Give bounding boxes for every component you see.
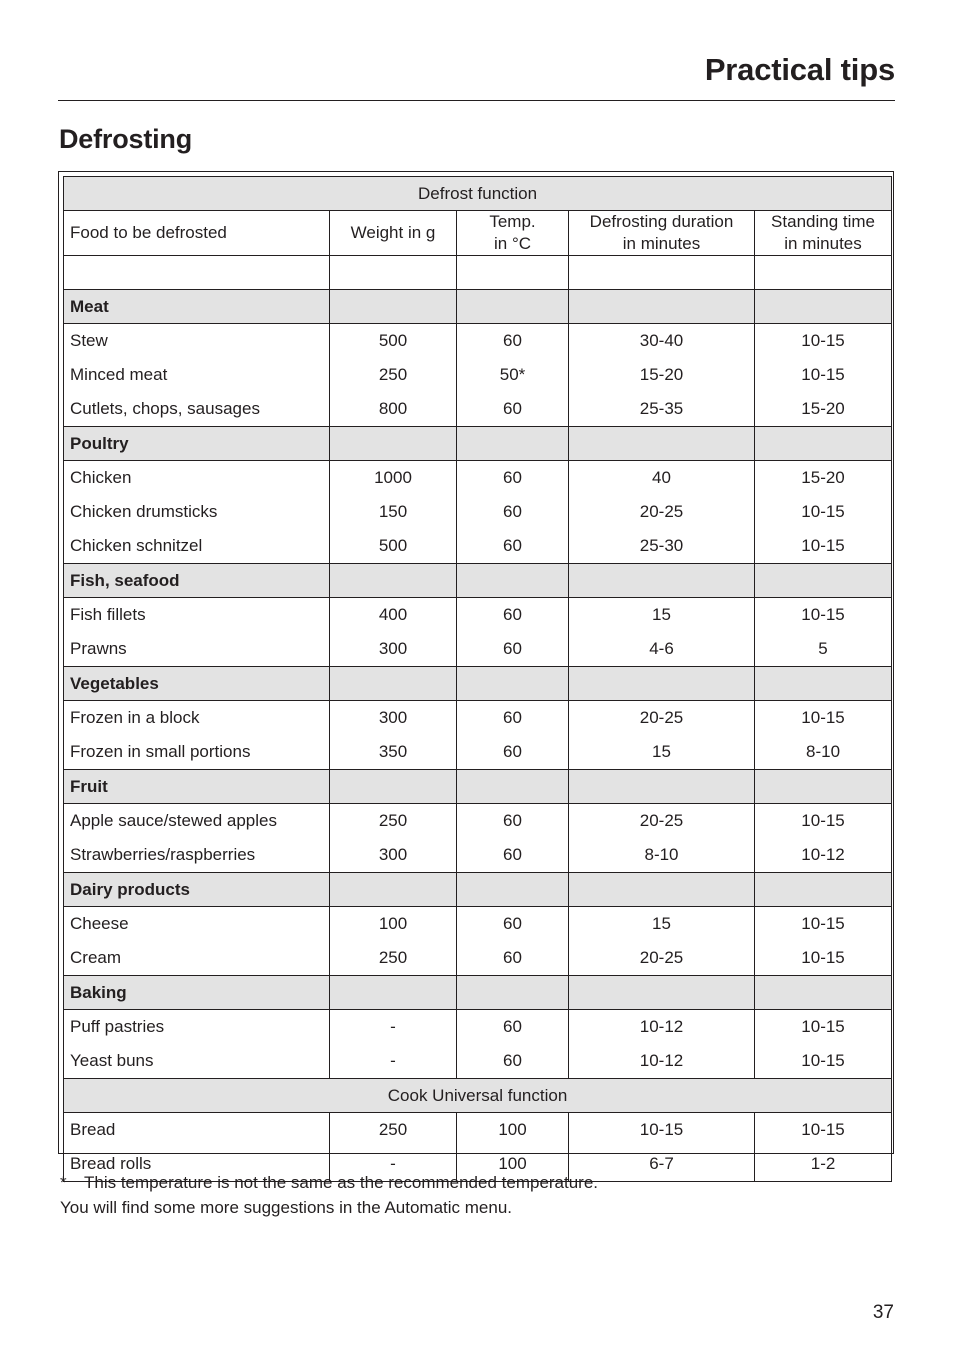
table-cell-standing: 10-15 [801,1017,845,1036]
category-empty-cell [569,564,755,598]
column-food-cell [64,1010,330,1079]
table-cell-standing: 5 [818,639,828,658]
column-header-standing [755,211,892,256]
column-temp-cell [457,701,569,770]
table-cell-weight: 500 [378,331,408,350]
footnote-line-2: You will find some more suggestions in the Automatic menu. [60,1198,513,1217]
column-duration-cell [569,1010,755,1079]
table-cell-food: Bread [70,1120,116,1139]
table-cell-food: Strawberries/raspberries [70,845,256,864]
category-empty-cell [457,564,569,598]
table-cell-food: Cutlets, chops, sausages [70,399,260,418]
table-cell-duration: 10-15 [639,1120,684,1139]
table-cell-temp: 60 [503,331,522,350]
column-temp-cell [457,1010,569,1079]
table-cell-standing: 15-20 [801,468,845,487]
category-empty-cell [569,667,755,701]
category-empty-cell [569,290,755,324]
page-header-title: Practical tips [704,52,895,87]
column-duration-cell [569,324,755,427]
table-body [64,256,892,1182]
column-food-cell [64,461,330,564]
table-cell-standing: 10-15 [801,1051,845,1070]
column-duration-cell [569,461,755,564]
column-duration-cell [569,598,755,667]
table-cell-duration: 8-10 [644,845,679,864]
column-temp-cell [457,461,569,564]
table-cell-duration: 30-40 [639,331,684,350]
category-empty-cell [330,564,457,598]
column-duration-cell [569,701,755,770]
table-cell-duration: 15 [652,742,671,761]
category-empty-cell [755,667,892,701]
column-header-duration [569,211,755,256]
table-cell-weight: 300 [378,708,408,727]
table-cell-duration: 15-20 [639,365,684,384]
food-group-rows [64,324,892,427]
column-food-cell [64,804,330,873]
spacer-cell [457,256,569,290]
table-cell-food: Bread rolls [70,1154,152,1173]
table-cell-temp: 60 [503,845,522,864]
table-cell-duration: 15 [652,914,671,933]
table-cell-temp: 60 [503,811,522,830]
category-empty-cell [330,667,457,701]
category-empty-cell [457,873,569,907]
page-header [58,48,895,101]
table-cell-duration: 6-7 [649,1154,674,1173]
category-name: Meat [64,290,330,324]
table-caption-cook-universal-function: Cook Universal function [64,1079,892,1113]
column-standing-cell [755,907,892,976]
footnote-line-1 [60,1170,598,1195]
column-temp-cell [457,324,569,427]
category-name: Fruit [64,770,330,804]
table-cell-duration: 20-25 [639,811,684,830]
table-cell-weight: 250 [378,365,408,384]
table-cell-weight: 100 [378,914,408,933]
table-cell-temp: 60 [503,742,522,761]
category-empty-cell [457,976,569,1010]
table-cell-duration: 20-25 [639,708,684,727]
column-duration-cell [569,907,755,976]
column-weight-cell [330,907,457,976]
table-cell-standing: 10-15 [801,331,845,350]
category-empty-cell [330,770,457,804]
column-temp-cell [457,598,569,667]
column-standing-cell [755,1010,892,1079]
category-empty-cell [330,976,457,1010]
table-cell-weight: 800 [378,399,408,418]
table-cell-duration: 10-12 [639,1017,684,1036]
category-empty-cell [457,770,569,804]
column-weight-cell [330,461,457,564]
category-empty-cell [457,667,569,701]
category-empty-cell [330,427,457,461]
column-food-cell [64,598,330,667]
column-food-cell [64,907,330,976]
table-cell-food: Stew [70,331,108,350]
table-cell-weight: 1000 [374,468,412,487]
category-empty-cell [457,290,569,324]
category-row [64,873,892,907]
table-cell-temp: 60 [503,605,522,624]
table-cell-standing: 8-10 [806,742,841,761]
table-cell-temp: 60 [503,468,522,487]
category-empty-cell [330,873,457,907]
table-cell-weight: 150 [378,502,408,521]
table-cell-temp: 60 [503,708,522,727]
spacer-cell [755,256,892,290]
column-food-cell [64,701,330,770]
category-empty-cell [569,873,755,907]
category-empty-cell [569,427,755,461]
column-standing-cell [755,598,892,667]
table-cell-standing: 10-15 [801,708,845,727]
table-cell-food: Fish fillets [70,605,146,624]
category-name: Poultry [64,427,330,461]
table-cell-duration: 20-25 [639,502,684,521]
column-temp-cell [457,804,569,873]
table-cell-weight: - [390,1017,396,1036]
table-cell-weight: - [390,1051,396,1070]
table-cell-standing: 10-15 [801,948,845,967]
table-cell-food: Apple sauce/stewed apples [70,811,277,830]
footnote-marker: * [60,1173,67,1192]
table-cell-temp: 60 [503,948,522,967]
table-cell-standing: 15-20 [801,399,845,418]
table-cell-food: Chicken drumsticks [70,502,218,521]
table-cell-weight: 250 [378,948,408,967]
food-group-rows [64,701,892,770]
column-header-standing-line2: in minutes [784,234,862,253]
column-standing-cell [755,701,892,770]
column-duration-cell [569,804,755,873]
category-empty-cell [569,976,755,1010]
column-standing-cell [755,1113,892,1182]
column-temp-cell [457,907,569,976]
table-cell-weight: - [390,1154,396,1173]
table-cell-weight: 400 [378,605,408,624]
column-weight-cell [330,598,457,667]
table-cell-food: Minced meat [70,365,168,384]
table-cell-weight: 250 [378,811,408,830]
table-cell-standing: 1-2 [810,1154,836,1173]
category-empty-cell [330,290,457,324]
table-cell-standing: 10-15 [801,605,845,624]
table-cell-duration: 10-12 [639,1051,684,1070]
category-row [64,667,892,701]
table-cell-weight: 250 [378,1120,408,1139]
column-header-weight: Weight in g [330,211,457,256]
category-row [64,427,892,461]
table-cell-duration: 20-25 [639,948,684,967]
table-cell-duration: 4-6 [649,639,674,658]
category-row [64,976,892,1010]
table-cell-temp: 60 [503,639,522,658]
category-name: Dairy products [64,873,330,907]
table-cell-weight: 350 [378,742,408,761]
column-standing-cell [755,461,892,564]
table-cell-standing: 10-12 [801,845,845,864]
column-header-temp-line1: Temp. [489,212,536,231]
footnote-text: This temperature is not the same as the recommended temperature. [84,1173,599,1192]
table-cell-food: Frozen in a block [70,708,200,727]
column-standing-cell [755,324,892,427]
column-header-duration-line2: in minutes [622,234,701,253]
table-caption-defrost-function: Defrost function [64,177,892,211]
table-cell-food: Chicken schnitzel [70,536,203,555]
column-header-food: Food to be defrosted [64,211,330,256]
table-spacer-row [64,256,892,290]
table-cell-weight: 300 [378,639,408,658]
table-caption-row-cook-universal [64,1079,892,1113]
food-group-rows [64,907,892,976]
table-cell-standing: 10-15 [801,536,845,555]
column-header-standing-line1: Standing time [771,212,875,231]
table-cell-food: Puff pastries [70,1017,165,1036]
table-cell-duration: 25-30 [639,536,684,555]
food-group-rows [64,598,892,667]
table-cell-standing: 10-15 [801,811,845,830]
table-cell-food: Cream [70,948,122,967]
column-food-cell [64,324,330,427]
table-cell-temp: 50* [499,365,526,384]
category-empty-cell [457,427,569,461]
table-cell-food: Yeast buns [70,1051,154,1070]
table-cell-duration: 40 [652,468,671,487]
category-row [64,290,892,324]
column-weight-cell [330,1010,457,1079]
food-group-rows [64,1010,892,1079]
table-cell-temp: 100 [498,1120,527,1139]
column-header-temp [457,211,569,256]
category-empty-cell [755,770,892,804]
category-row [64,564,892,598]
category-empty-cell [755,873,892,907]
category-empty-cell [569,770,755,804]
category-empty-cell [755,976,892,1010]
spacer-cell [64,256,330,290]
footnote [60,1170,598,1220]
table-cell-weight: 500 [378,536,408,555]
table-cell-weight: 300 [378,845,408,864]
category-name: Baking [64,976,330,1010]
table-cell-standing: 10-15 [801,1120,845,1139]
category-empty-cell [755,427,892,461]
food-group-rows [64,461,892,564]
table-cell-food: Frozen in small portions [70,742,251,761]
table-cell-food: Prawns [70,639,127,658]
table-cell-temp: 60 [503,914,522,933]
category-empty-cell [755,290,892,324]
table-cell-temp: 60 [503,502,522,521]
category-empty-cell [755,564,892,598]
column-standing-cell [755,804,892,873]
column-header-row [64,211,892,256]
section-title: Defrosting [59,124,193,154]
table-cell-duration: 25-35 [639,399,684,418]
table-cell-duration: 15 [652,605,671,624]
category-name: Fish, seafood [64,564,330,598]
table-cell-standing: 10-15 [801,502,845,521]
spacer-cell [569,256,755,290]
column-weight-cell [330,804,457,873]
table-cell-temp: 60 [503,1017,522,1036]
spacer-cell [330,256,457,290]
category-name: Vegetables [64,667,330,701]
table-cell-food: Chicken [70,468,132,487]
table-cell-temp: 60 [503,1051,522,1070]
table-cell-temp: 60 [503,399,522,418]
table-cell-temp: 100 [498,1154,527,1173]
page-number: 37 [872,1302,894,1323]
column-weight-cell [330,701,457,770]
table-cell-temp: 60 [503,536,522,555]
table-cell-standing: 10-15 [801,914,845,933]
column-weight-cell [330,324,457,427]
food-group-rows [64,804,892,873]
column-header-duration-line1: Defrosting duration [589,212,734,231]
table-cell-food: Cheese [70,914,129,933]
category-row [64,770,892,804]
defrost-table [63,176,892,1182]
column-header-temp-line2: in °C [493,234,532,253]
table-cell-standing: 10-15 [801,365,845,384]
